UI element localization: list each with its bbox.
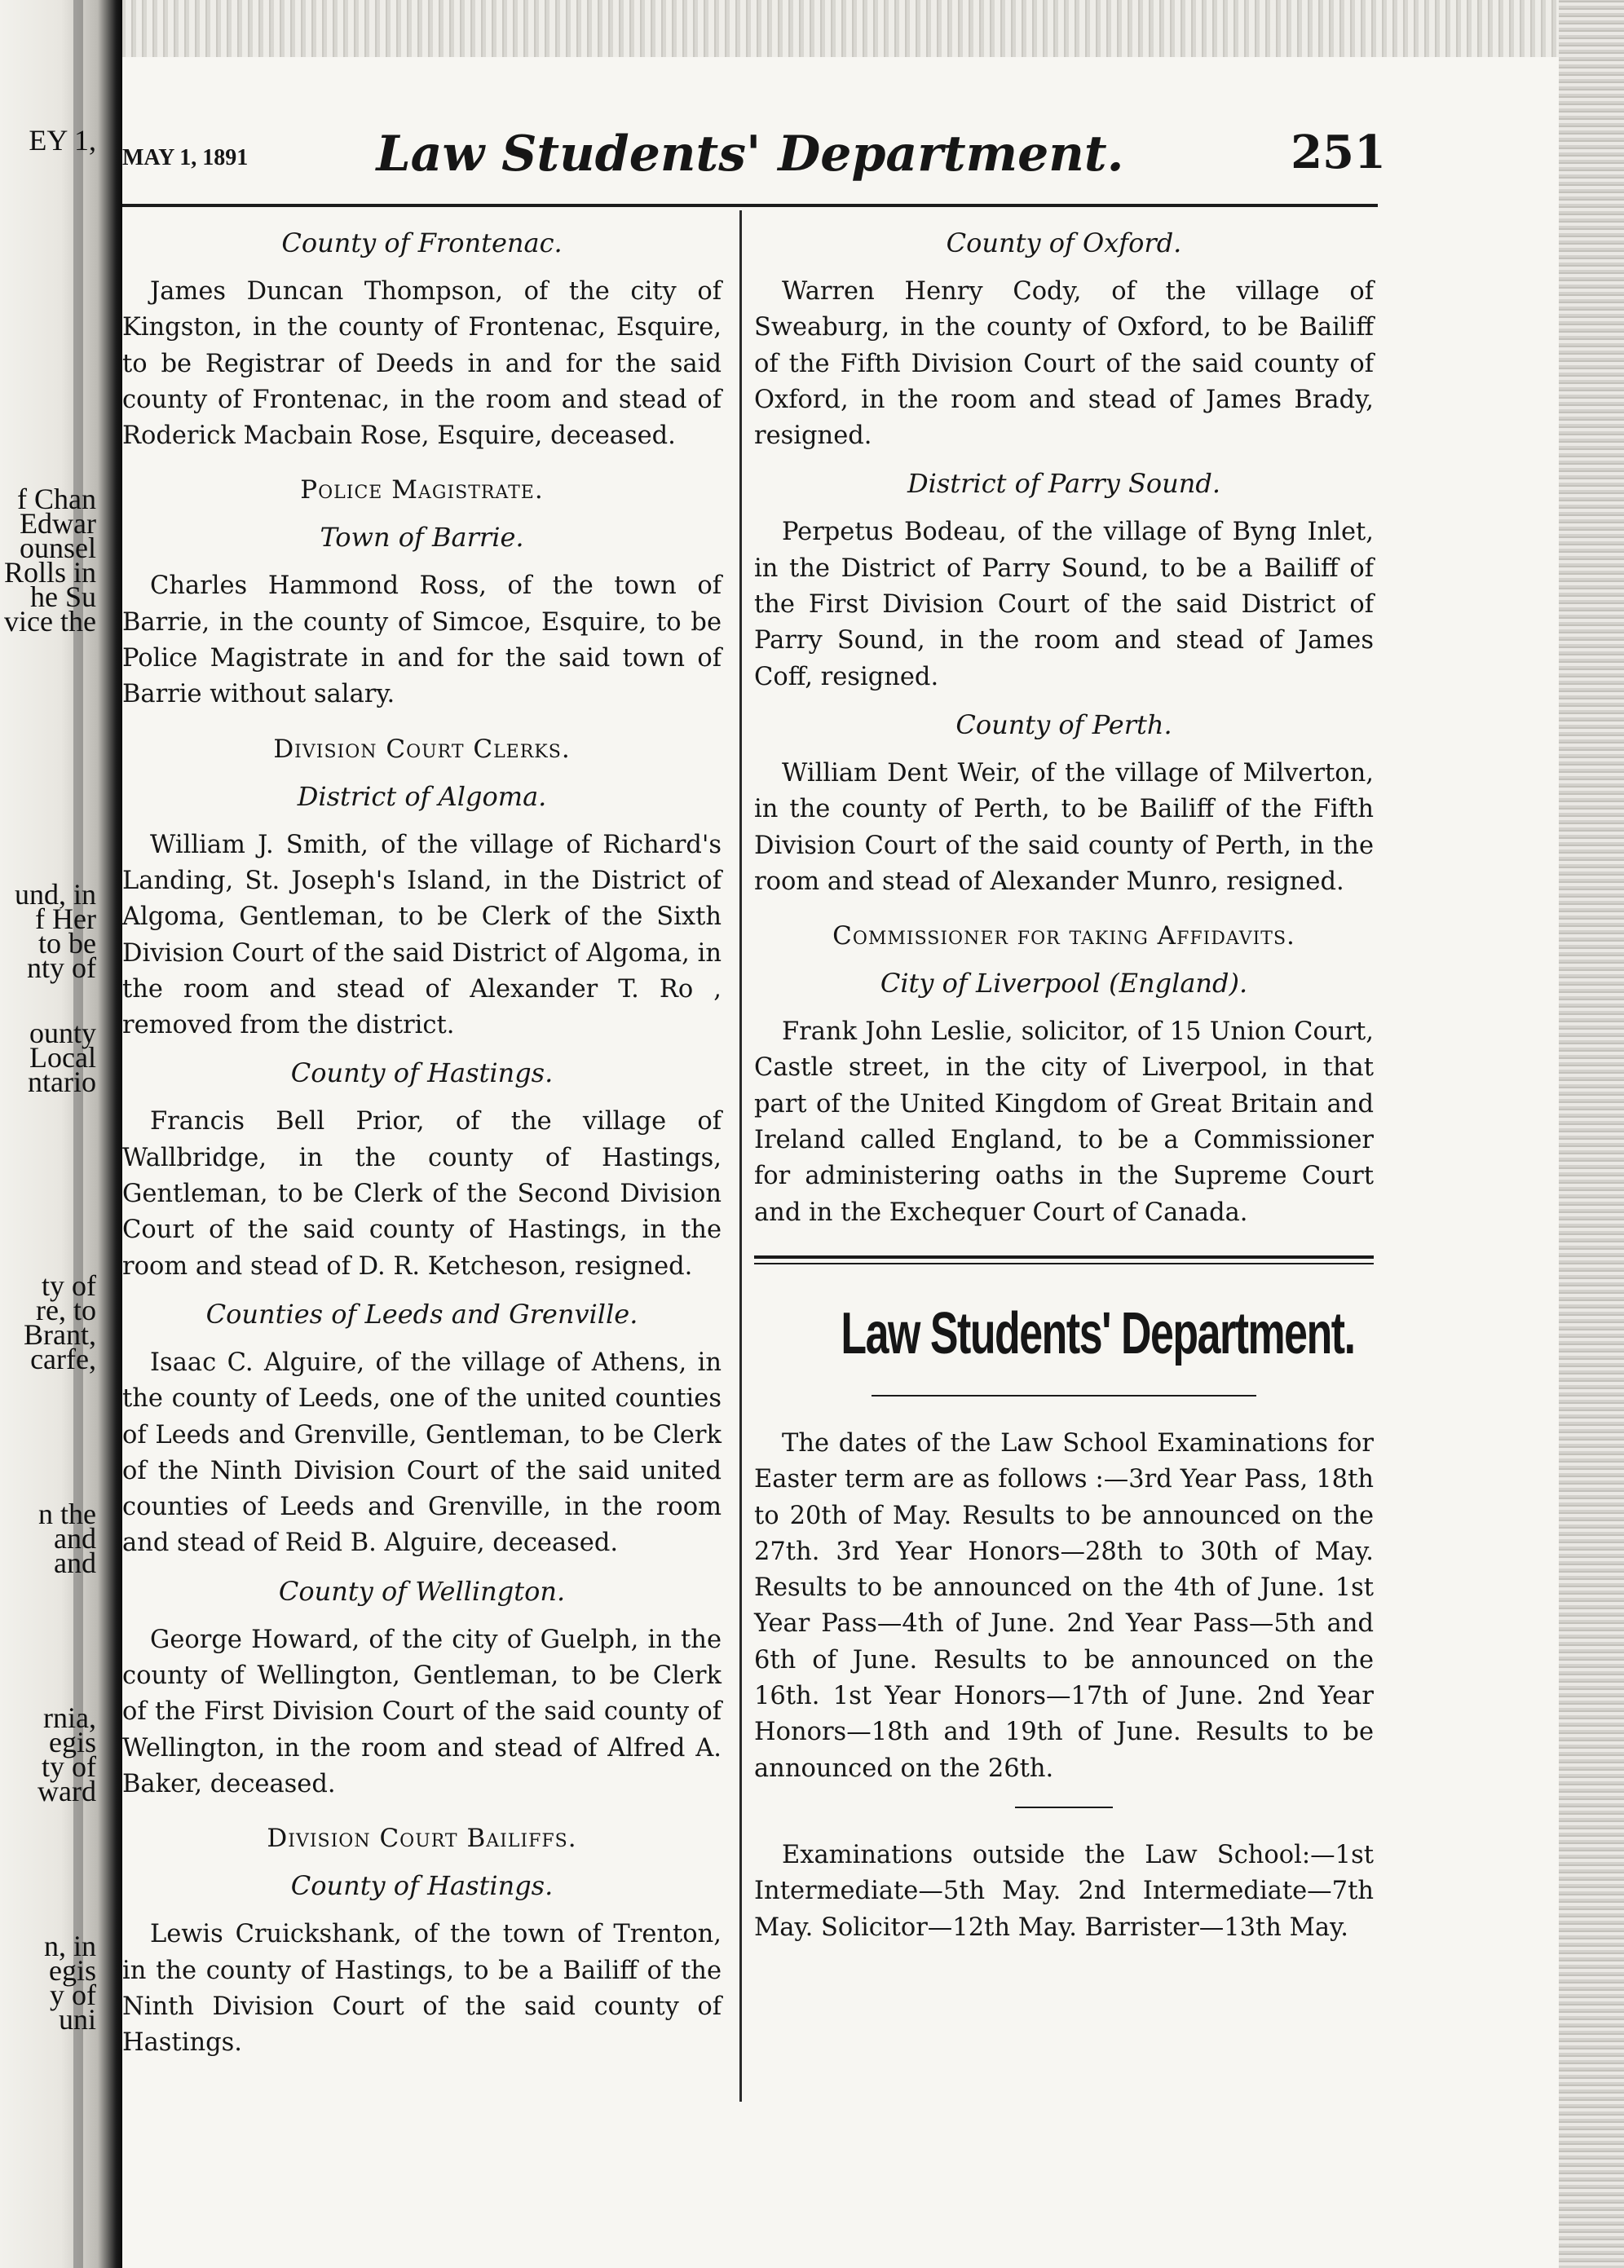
page-number: 251	[1291, 126, 1386, 179]
column-divider	[739, 210, 742, 2102]
section-heading: Division Court Clerks.	[273, 734, 571, 764]
section-subheading: County of Hastings.	[290, 1057, 554, 1089]
margin-fragment: Local	[29, 1041, 96, 1074]
section-heading: Police Magistrate.	[300, 475, 544, 505]
margin-fragment: ty of	[42, 1269, 96, 1302]
scan-noise-right	[1559, 0, 1624, 2268]
margin-fragment: uni	[58, 2003, 96, 2036]
margin-fragment: f Chan	[17, 483, 96, 515]
section-subheading: County of Wellington.	[278, 1575, 566, 1607]
notice-paragraph: Isaac C. Alguire, of the village of Athens, in the county of Leeds, one of the united counties of Leeds and Grenville, Gentleman, to be Clerk of the Ninth Division Court of the said united counties of Leeds and Grenville, in the room and stead of Reid B. Alguire, deceased.	[122, 1348, 722, 1558]
margin-fragment: ty of	[42, 1750, 96, 1783]
double-rule	[754, 1255, 1374, 1264]
margin-fragment: egis	[49, 1726, 96, 1758]
section-heading: Commissioner for taking Affidavits.	[832, 921, 1295, 951]
section-subheading: County of Oxford.	[946, 227, 1182, 258]
left-column	[122, 214, 722, 2072]
margin-fragment: and	[54, 1522, 96, 1555]
notice-paragraph: William Dent Weir, of the village of Milverton, in the county of Perth, to be Bailiff of the Fifth Division Court of the said county of Perth, in the room and stead of Alexander Munro, resigned.	[754, 758, 1374, 896]
notice-paragraph: Charles Hammond Ross, of the town of Barrie, in the county of Simcoe, Esquire, to be Police Magistrate in and for the said town of Barrie without salary.	[122, 571, 722, 709]
margin-fragment: ounsel	[20, 532, 96, 564]
notice-paragraph: Frank John Leslie, solicitor, of 15 Union Court, Castle street, in the city of Liverpool, in that part of the United Kingdom of Great Britain and Ireland called England, to be a Commissioner for administering oaths in the Supreme Court and in the Exchequer Court of Canada.	[754, 1017, 1374, 1227]
notice-paragraph: Francis Bell Prior, of the village of Wallbridge, in the county of Hastings, Gentleman, to be Clerk of the Second Division Court of the said county of Hastings, in the room and stead of D. R. Ketcheson, resigned.	[122, 1107, 722, 1281]
notice-paragraph: Lewis Cruickshank, of the town of Trenton, in the county of Hastings, to be a Bailiff of the Ninth Division Court of the said county of Hastings.	[122, 1920, 722, 2058]
notice-paragraph: Perpetus Bodeau, of the village of Byng Inlet, in the District of Parry Sound, to be a Bailiff of the First Division Court of the said District of Parry Sound, in the room and stead of James Coff, resigned.	[754, 518, 1374, 691]
department-title: Law Students' Department.	[841, 1300, 1355, 1366]
section-subheading: District of Parry Sound.	[907, 468, 1220, 500]
notice-paragraph: William J. Smith, of the village of Richard's Landing, St. Joseph's Island, in the District of Algoma, Gentleman, to be Clerk of the Sixth Division Court of the said District of Algoma, in the room and stead of Alexander T. Ro , removed from the district.	[122, 830, 722, 1040]
header-date: MAY 1, 1891	[122, 145, 249, 170]
notice-paragraph: Examinations outside the Law School:—1st Intermediate—5th May. 2nd Intermediate—7th May. Solicitor—12th May. Barrister—13th May.	[754, 1840, 1374, 1942]
margin-fragment: n the	[38, 1498, 96, 1530]
section-subheading: District of Algoma.	[297, 780, 547, 812]
margin-fragment: ounty	[29, 1017, 96, 1049]
section-subheading: City of Liverpool (England).	[880, 968, 1248, 999]
right-column	[754, 214, 1374, 1957]
margin-fragment: ntario	[28, 1066, 96, 1098]
margin-fragment: f Her	[35, 902, 96, 935]
scan-noise-top	[122, 0, 1559, 57]
margin-fragment: egis	[49, 1954, 96, 1987]
section-subheading: County of Hastings.	[290, 1870, 554, 1902]
margin-fragment: rnia,	[43, 1701, 96, 1734]
margin-fragment: ward	[38, 1775, 96, 1807]
margin-fragment: Rolls in	[3, 556, 96, 589]
section-subheading: Counties of Leeds and Grenville.	[205, 1298, 638, 1330]
margin-fragment: nty of	[27, 951, 96, 984]
notice-paragraph: Warren Henry Cody, of the village of Sweaburg, in the county of Oxford, to be Bailiff of the Fifth Division Court of the said county of Oxford, in the room and stead of James Brady, resigned.	[754, 277, 1374, 451]
margin-fragment: vice the	[4, 605, 96, 638]
margin-fragment: re, to	[36, 1294, 96, 1326]
short-rule	[1015, 1807, 1113, 1808]
margin-fragment: y of	[50, 1979, 96, 2011]
header-title: Law Students' Department.	[376, 126, 1124, 183]
margin-fragment: EY 1,	[29, 124, 96, 157]
margin-fragment: and	[54, 1547, 96, 1579]
margin-fragment: Edwar	[20, 507, 96, 540]
margin-fragment: n, in	[43, 1930, 96, 1962]
notice-paragraph: George Howard, of the city of Guelph, in the county of Wellington, Gentleman, to be Clerk of the First Division Court of the said county of Wellington, in the room and stead of Alfred A. Baker, deceased.	[122, 1625, 722, 1798]
margin-fragment: carfe,	[30, 1343, 96, 1375]
section-subheading: County of Perth.	[955, 708, 1172, 740]
margin-fragment: he Su	[30, 580, 96, 613]
margin-fragment: to be	[38, 927, 96, 960]
notice-paragraph: The dates of the Law School Examinations for Easter term are as follows :—3rd Year Pass, 18th to 20th of May. Results to be announced on the 27th. 3rd Year Honors—28th to 30th of May. Results to be announced on the 4th of June. 1st Year Pass—4th of June. 2nd Year Pass—5th and 6th of June. Results to be announced on the 16th. 1st Year Honors—17th of June. 2nd Year Honors—18th and 19th of June. Results to be announced on the 26th.	[754, 1428, 1374, 1783]
running-header	[122, 122, 1386, 196]
section-subheading: County of Frontenac.	[281, 227, 563, 258]
thin-rule	[872, 1395, 1256, 1397]
margin-fragment: und, in	[14, 878, 96, 911]
margin-fragment: Brant,	[24, 1318, 96, 1351]
section-heading: Division Court Bailiffs.	[267, 1824, 577, 1854]
header-rule	[122, 204, 1378, 207]
notice-paragraph: James Duncan Thompson, of the city of Kingston, in the county of Frontenac, Esquire, to be Registrar of Deeds in and for the said county of Frontenac, in the room and stead of Roderick Macbain Rose, Esquire, deceased.	[122, 277, 722, 451]
section-subheading: Town of Barrie.	[320, 522, 524, 554]
